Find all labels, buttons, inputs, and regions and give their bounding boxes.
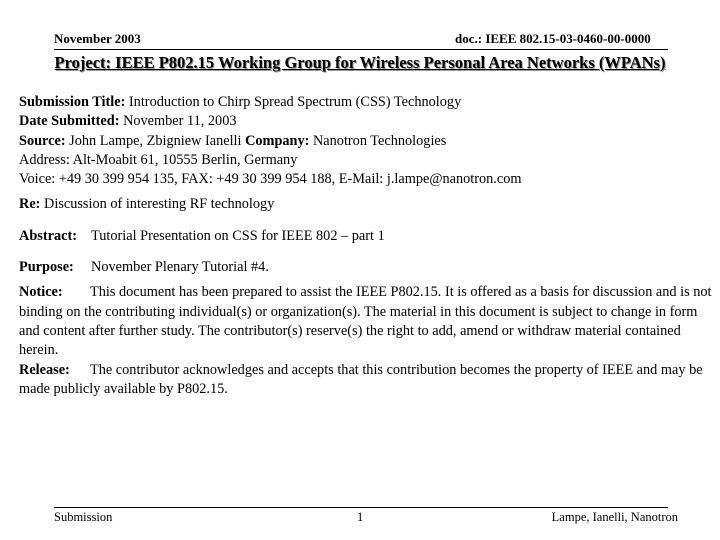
release-value: The contributor acknowledges and accepts that this contribution becomes the property of IEEE and may be made publicly available by P802.15.	[19, 361, 703, 397]
notice-paragraph	[19, 283, 714, 360]
date-submitted-line	[19, 112, 714, 131]
footer-authors: Lampe, Ianelli, Nanotron	[551, 510, 678, 524]
source-line	[19, 132, 714, 151]
re-value: Discussion of interesting RF technology	[44, 196, 275, 213]
date-submitted-label: Date Submitted:	[19, 113, 120, 130]
purpose-label: Purpose:	[19, 259, 74, 276]
submission-title-label: Submission Title:	[19, 94, 126, 110]
purpose-line	[19, 258, 714, 277]
company-label: Company:	[245, 132, 310, 149]
header-date: November 2003	[54, 31, 141, 46]
release-label: Release:	[19, 361, 70, 378]
footer-submission: Submission	[54, 510, 113, 524]
re-line	[19, 195, 714, 214]
abstract-line	[19, 227, 714, 246]
source-label: Source:	[19, 132, 66, 149]
footer-page-number: 1	[357, 510, 364, 524]
voice-line: Voice: +49 30 399 954 135, FAX: +49 30 399 954 188, E-Mail: j.lampe@nanotron.com	[19, 171, 522, 188]
footer-divider	[54, 507, 668, 508]
source-value: John Lampe, Zbigniew Ianelli	[69, 132, 242, 149]
release-paragraph	[19, 361, 714, 400]
notice-label: Notice:	[19, 284, 63, 301]
purpose-value: November Plenary Tutorial #4.	[91, 259, 269, 276]
submission-title-value: Introduction to Chirp Spread Spectrum (CSS) Technology	[128, 94, 462, 110]
company-value: Nanotron Technologies	[312, 132, 447, 149]
re-label: Re:	[19, 196, 41, 213]
document-body	[19, 93, 714, 399]
abstract-value: Tutorial Presentation on CSS for IEEE 802 – part 1	[91, 227, 385, 244]
abstract-label: Abstract:	[19, 227, 77, 244]
submission-title-line	[19, 93, 714, 112]
address-line: Address: Alt-Moabit 61, 10555 Berlin, Germany	[19, 151, 298, 168]
date-submitted-value: November 11, 2003	[123, 113, 237, 130]
notice-value: This document has been prepared to assist the IEEE P802.15. It is offered as a basis for discussion and is not binding on the contributing individual(s) or organization(s). The material in this document is subject to change in form and content after further study. The contributor(s) reserve(s) the right to add, amend or withdraw material contained herein.	[19, 284, 712, 359]
header-doc-id: doc.: IEEE 802.15-03-0460-00-0000	[455, 31, 651, 46]
project-title: Project: IEEE P802.15 Working Group for Wireless Personal Area Networks (WPANs)	[54, 53, 666, 72]
header-divider	[54, 49, 668, 50]
